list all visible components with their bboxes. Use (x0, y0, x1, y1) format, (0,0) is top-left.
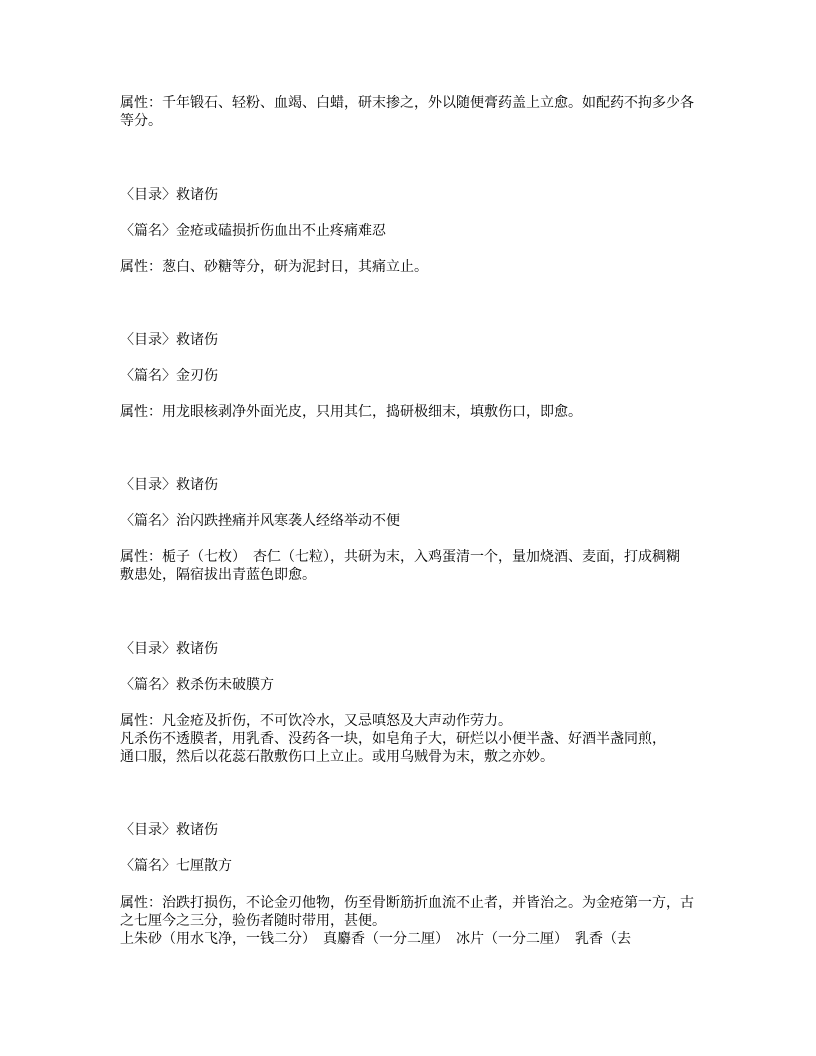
attribute-line: 上朱砂（用水飞净，一钱二分） 真麝香（一分二厘） 冰片（一分二厘） 乳香（去 (120, 932, 631, 947)
attribute-line: 属性：治跌打损伤，不论金刃他物，伤至骨断筋折血流不止者，并皆治之。为金疮第一方，古 (120, 896, 694, 911)
attribute-line: 属性：凡金疮及折伤，不可饮冷水，又忌嗔怒及大声动作劳力。 (120, 714, 512, 729)
attribute-line: 之七厘今之三分，验伤者随时带用，甚便。 (120, 914, 386, 929)
chapter-title: 〈篇名〉金疮或磕损折伤血出不止疼痛难忍 (120, 224, 386, 239)
attribute-line: 通口服，然后以花蕊石散敷伤口上立止。或用乌贼骨为末，敷之亦妙。 (120, 750, 554, 765)
catalog-heading: 〈目录〉救诸伤 (120, 823, 218, 838)
catalog-heading: 〈目录〉救诸伤 (120, 478, 218, 493)
chapter-title: 〈篇名〉七厘散方 (120, 859, 232, 874)
catalog-heading: 〈目录〉救诸伤 (120, 642, 218, 657)
attribute-line: 敷患处，隔宿拔出青蓝色即愈。 (120, 568, 316, 583)
attribute-line: 属性：葱白、砂糖等分，研为泥封日，其痛立止。 (120, 260, 428, 275)
chapter-title: 〈篇名〉金刃伤 (120, 369, 218, 384)
catalog-heading: 〈目录〉救诸伤 (120, 188, 218, 203)
attribute-line: 凡杀伤不透膜者，用乳香、没药各一块，如皂角子大，研烂以小便半盏、好酒半盏同煎， (120, 732, 666, 747)
attribute-line: 属性：千年锻石、轻粉、血竭、白蜡，研末掺之，外以随便膏药盖上立愈。如配药不拘多少各 (120, 96, 694, 111)
catalog-heading: 〈目录〉救诸伤 (120, 333, 218, 348)
chapter-title: 〈篇名〉救杀伤未破膜方 (120, 678, 274, 693)
attribute-line: 属性：栀子（七枚） 杏仁（七粒），共研为末，入鸡蛋清一个，量加烧酒、麦面，打成稠糊 (120, 550, 680, 565)
attribute-line: 属性：用龙眼核剥净外面光皮，只用其仁，捣研极细末，填敷伤口，即愈。 (120, 405, 582, 420)
attribute-line: 等分。 (120, 114, 162, 129)
chapter-title: 〈篇名〉治闪跌挫痛并风寒袭人经络举动不便 (120, 514, 400, 529)
